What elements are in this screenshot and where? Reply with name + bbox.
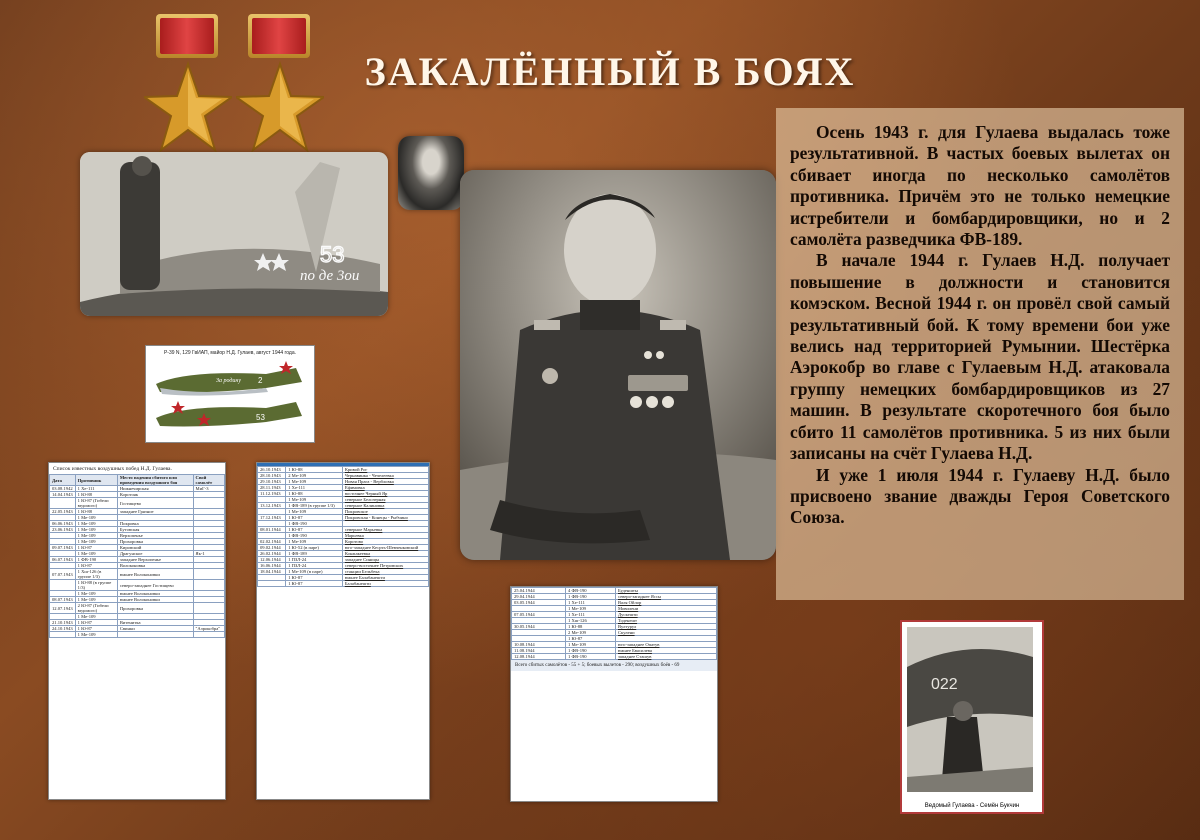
small-portrait-photo <box>398 136 464 210</box>
table-cell: 1 Ю-88 (в группе 1/3) <box>75 580 117 591</box>
wingman-photo <box>907 627 1033 792</box>
table-cell: юго-западнее Опатув <box>615 642 716 648</box>
table-cell: 1 Ю-88 <box>75 509 117 515</box>
table-cell: 1 Ю-87 <box>75 620 117 626</box>
table-cell: 1 Ме-109 <box>75 533 117 539</box>
table-cell: 1 Ме-109 <box>286 539 343 545</box>
table-cell: 26.02.1944 <box>258 551 286 557</box>
table-cell: 1 Ме-109 <box>566 606 616 612</box>
table-cell: 1 Ю-87 <box>286 527 343 533</box>
table-cell: 1 Ме-109 <box>75 632 117 638</box>
table-cell: 22.05.1943 <box>50 509 76 515</box>
table-header-cell: Место падения сбитого или проведения воздушного боя <box>117 475 193 486</box>
table-cell: 29.10.1943 <box>258 479 286 485</box>
table-cell: 1 Ю-87 <box>75 626 117 632</box>
table-cell: 1 Хе-111 <box>566 612 616 618</box>
table-row <box>258 581 429 587</box>
table-cell: 07.05.1944 <box>512 612 566 618</box>
table-cell: 1 Ме-109 <box>75 597 117 603</box>
table-cell: 29.04.1944 <box>512 594 566 600</box>
table-cell: Покровское <box>342 509 428 515</box>
pilot-on-plane-photo <box>80 152 388 316</box>
victories-list-document-2 <box>256 462 430 800</box>
table-cell: 23.06.1943 <box>50 527 76 533</box>
table-cell: 1 Ме-109 <box>75 551 117 557</box>
table-cell: 1 Ме-109 <box>286 509 343 515</box>
table-cell: Верхопенье <box>117 533 193 539</box>
victories-list-document-3 <box>510 586 718 802</box>
table-cell: Бутовская <box>117 527 193 533</box>
table-cell: южнее Волоконовки <box>117 591 193 597</box>
table-cell: 14.04.1943 <box>50 492 76 498</box>
table-cell: Вултурул <box>615 624 716 630</box>
table-cell: 24.10.1943 <box>50 626 76 632</box>
table-cell: 1 Ме-109 <box>75 521 117 527</box>
table-cell: Покровка <box>117 521 193 527</box>
table-cell: северо-западнее Яссы <box>615 594 716 600</box>
table-cell: 1 ПЗЛ-24 <box>286 563 343 569</box>
gold-star-icon <box>236 58 324 158</box>
table-cell: 1 ФВ-190 <box>75 557 117 563</box>
table-cell: 09.02.1944 <box>258 545 286 551</box>
table-cell: 1 Ю-88 <box>75 492 117 498</box>
table-cell: 06.06.1943 <box>50 521 76 527</box>
svg-text:За родину: За родину <box>216 378 242 384</box>
table-cell: Новая Прага - Вербловка <box>342 479 428 485</box>
plane-profile-card <box>145 345 315 443</box>
table-cell <box>193 632 224 638</box>
table-cell: Ефимовка <box>342 485 428 491</box>
table-row <box>50 498 225 509</box>
table-cell: 1 Ме-109 <box>75 539 117 545</box>
table-cell: западнее Грязное <box>117 509 193 515</box>
table-cell: 25.04.1944 <box>512 588 566 594</box>
table-row <box>512 654 717 660</box>
table-cell: 08.07.1943 <box>50 597 76 603</box>
table-cell: 26.10.1943 <box>258 467 286 473</box>
table-cell: 1 ФВ-189 <box>286 551 343 557</box>
table-cell: 1 ФВ-189 (в группе 1/3) <box>286 503 343 509</box>
table-cell: 21.10.1943 <box>50 620 76 626</box>
wingman-caption: Ведомый Гулаева - Семён Букчин <box>924 803 1020 809</box>
table-cell: 1 Ме-109 <box>75 515 117 521</box>
plane-profile-caption: Р-39 N, 129 ГвИАП, майор Н.Д. Гулаев, август 1944 года. <box>163 350 297 356</box>
table-header-cell: Дата <box>50 475 76 486</box>
svg-text:53: 53 <box>320 242 345 267</box>
table-cell: Балабанешти <box>342 581 428 587</box>
table-cell: 1 Ме-109 <box>286 497 343 503</box>
table-cell: МиГ-3 <box>193 486 224 492</box>
table-cell: 28.11.1943 <box>258 485 286 491</box>
table-cell: 1 ФВ-190 <box>566 594 616 600</box>
table-cell: 4 ФВ-190 <box>566 588 616 594</box>
table-cell: Буденшты <box>615 588 716 594</box>
table-cell: северо-восточнее Петровских <box>342 563 428 569</box>
table-cell: 2 Ме-109 <box>286 473 343 479</box>
table-row <box>50 632 225 638</box>
table-cell: 07.07.1943 <box>50 569 76 580</box>
table-cell: Драгунское <box>117 551 193 557</box>
table-cell: 1 ФВ-190 <box>566 648 616 654</box>
table-cell: 1 Ю-87 <box>286 575 343 581</box>
table-cell: 11.08.1944 <box>512 648 566 654</box>
table-cell: 03.05.1944 <box>512 600 566 606</box>
table-cell: 03.08.1942 <box>50 486 76 492</box>
table-cell: Коротояк <box>117 492 193 498</box>
table-cell: 2 Ю-87 (Гибели ведомого) <box>75 603 117 614</box>
table-cell: западнее Сташув <box>615 654 716 660</box>
table-cell: 12.08.1944 <box>512 654 566 660</box>
table-cell: 1 Ю-88 <box>286 467 343 473</box>
table-cell: "Аэрокобра" <box>193 626 224 632</box>
table-cell: 1 ФВ-190 <box>286 521 343 527</box>
table-cell: Волоконовка <box>117 563 193 569</box>
table-cell: Дускешти <box>615 612 716 618</box>
table-cell: 1 Ю-88 <box>286 491 343 497</box>
table-row <box>50 580 225 591</box>
table-cell: 1 Ю-87 <box>75 563 117 569</box>
table-cell: Покровская - Конецы - Рыбчино <box>342 515 428 521</box>
table-cell: 30.05.1944 <box>512 624 566 630</box>
hero-star-medal <box>236 14 324 164</box>
table-cell <box>193 603 224 614</box>
victories-table <box>257 466 429 587</box>
table-cell: 1 Хш-126 (в группе 1/3) <box>75 569 117 580</box>
table-cell: 11.12.1943 <box>258 491 286 497</box>
table-cell: Гостищево <box>117 498 193 509</box>
table-cell: 1 Ме-109 <box>75 614 117 620</box>
plane-profile-illustration <box>146 356 312 436</box>
table-cell: Коротово <box>342 539 428 545</box>
table-cell: 28.10.1943 <box>258 473 286 479</box>
table-cell: Марьевка <box>342 533 428 539</box>
table-cell: станции Бельбека <box>342 569 428 575</box>
table-cell: Прохоровка <box>117 603 193 614</box>
table-cell: 02.02.1944 <box>258 539 286 545</box>
table-row <box>50 603 225 614</box>
table-cell: западнее Синицы <box>342 557 428 563</box>
table-cell: Мовилени <box>615 606 716 612</box>
table-cell: 1 Ю-87 <box>286 581 343 587</box>
table-cell: 09.07.1943 <box>50 545 76 551</box>
table-cell <box>258 581 286 587</box>
svg-text:2: 2 <box>258 376 263 385</box>
table-cell: 1 Ме-109 <box>75 527 117 533</box>
svg-text:022: 022 <box>931 676 958 693</box>
table-cell: 12.06.1944 <box>258 557 286 563</box>
table-cell: северо-западнее Гостищево <box>117 580 193 591</box>
page-title: ЗАКАЛЁННЫЙ В БОЯХ <box>364 49 856 94</box>
table-cell: Прохоровка <box>117 539 193 545</box>
article-paragraph: В начале 1944 г. Гулаев Н.Д. получает повышение в должности и становится комэском. Весной 1944 г. он провёл свой самый результативный бой. К тому времени бои уже велись над территорией Румынии. Шестёрка Аэрокобр во главе с Гулаевым Н.Д. атаковала группу немецких бомбардировщиков из 27 машин. В результате скоротечного боя было сбито 11 самолётов противника. 5 из них были записаны на счёт Гулаева Н.Д. <box>790 250 1170 464</box>
hero-star-medal <box>144 14 232 164</box>
table-cell: 2 Ме-109 <box>566 630 616 636</box>
table-cell: Конжакеевка <box>342 551 428 557</box>
table-cell: 17.12.1943 <box>258 515 286 521</box>
table-cell: 1 Ю-87 <box>286 515 343 521</box>
table-cell: 1 Хе-111 <box>286 485 343 491</box>
table-cell <box>117 632 193 638</box>
victories-table <box>49 474 225 638</box>
table-cell: южнее Бвасилева <box>615 648 716 654</box>
table-header-cell: Противник <box>75 475 117 486</box>
table-cell: 1 Ме-109 <box>566 642 616 648</box>
table-cell: 1 ФВ-190 <box>286 533 343 539</box>
table-row <box>50 569 225 580</box>
article-text-box <box>776 108 1184 600</box>
table-cell: восточнее Черный Яр <box>342 491 428 497</box>
table-cell: 13.12.1943 <box>258 503 286 509</box>
table-cell: 10.08.1944 <box>512 642 566 648</box>
table-cell: 1 Ю-87 (Гибели ведомого) <box>75 498 117 509</box>
table-cell: 1 ФВ-190 <box>566 654 616 660</box>
table-cell: 06.07.1943 <box>50 557 76 563</box>
table-cell: северное Белозерная <box>342 497 428 503</box>
table-cell: Тоденешт <box>615 618 716 624</box>
table-cell: Як-1 <box>193 551 224 557</box>
table-cell: западнее Верхопенье <box>117 557 193 563</box>
table-cell: южнее Волоконовки <box>117 569 193 580</box>
table-cell: Кривой Рог <box>342 467 428 473</box>
table-cell: Свинки <box>117 626 193 632</box>
table-cell: 1 ПЗЛ-24 <box>286 557 343 563</box>
table-cell: 1 Хе-111 <box>75 486 117 492</box>
table-cell: 1 Хе-111 <box>566 600 616 606</box>
table-cell: 16.06.1944 <box>258 563 286 569</box>
table-cell: Валя Ойлор <box>615 600 716 606</box>
article-paragraph: И уже 1 июля 1944 г. Гулаеву Н.Д. было присвоено звание дважды Героя Советского Союза. <box>790 464 1170 528</box>
svg-text:53: 53 <box>256 413 265 422</box>
table-cell <box>50 580 76 591</box>
svg-text:по де 3ои: по де 3ои <box>300 268 360 284</box>
main-portrait-photo <box>460 170 776 560</box>
article-paragraph: Осень 1943 г. для Гулаева выдалась тоже результативной. В частых боевых вылетах он сбивает иногда по несколько самолётов противника. Причём это не только немецкие истребители и бомбардировщики, но и 2 самолёта разведчика ФВ-189. <box>790 122 1170 250</box>
table-cell <box>50 632 76 638</box>
table-cell: 1 Ю-52 (в паре) <box>286 545 343 551</box>
table-cell: 1 Ме-109 (в паре) <box>286 569 343 575</box>
gold-star-icon <box>144 58 232 158</box>
table-cell <box>193 580 224 591</box>
table-cell <box>193 498 224 509</box>
table-cell: 12.07.1943 <box>50 603 76 614</box>
table-cell <box>50 498 76 509</box>
victories-table <box>511 587 717 660</box>
victories-list-document-1 <box>48 462 226 800</box>
table-cell: 1 Ме-109 <box>286 479 343 485</box>
table-cell: Кировский <box>117 545 193 551</box>
table-cell: 1 Ю-88 <box>566 624 616 630</box>
table-cell: северное Калиновка <box>342 503 428 509</box>
table-cell: южнее Балабанешти <box>342 575 428 581</box>
table-cell: Чернавинка - Чечелеевка <box>342 473 428 479</box>
wingman-photo-card <box>900 620 1044 814</box>
table-cell: 1 Ю-87 <box>75 545 117 551</box>
table-cell: южнее Волоконовки <box>117 597 193 603</box>
table-cell: 1 Хш-126 <box>566 618 616 624</box>
table-cell: Витенитка <box>117 620 193 626</box>
totals-footer: Всего сбитых самолётов - 55 + 5; боевых вылетов - 290; воздушных боёв - 69 <box>511 660 717 671</box>
victories-list-caption: Список известных воздушных побед Н.Д. Гулаева. <box>53 466 172 472</box>
table-cell <box>193 569 224 580</box>
table-cell: 1 Ме-109 <box>75 591 117 597</box>
table-cell: юго-западнее Кесрть-Шевченковский <box>342 545 428 551</box>
table-cell: 08.01.1944 <box>258 527 286 533</box>
table-cell: 1 Ю-87 <box>566 636 616 642</box>
table-cell: Скулени <box>615 630 716 636</box>
table-cell: северное Марьевка <box>342 527 428 533</box>
table-cell: 18.04.1944 <box>258 569 286 575</box>
table-cell: Нижнечирская <box>117 486 193 492</box>
table-header-cell: Свой самолёт <box>193 475 224 486</box>
